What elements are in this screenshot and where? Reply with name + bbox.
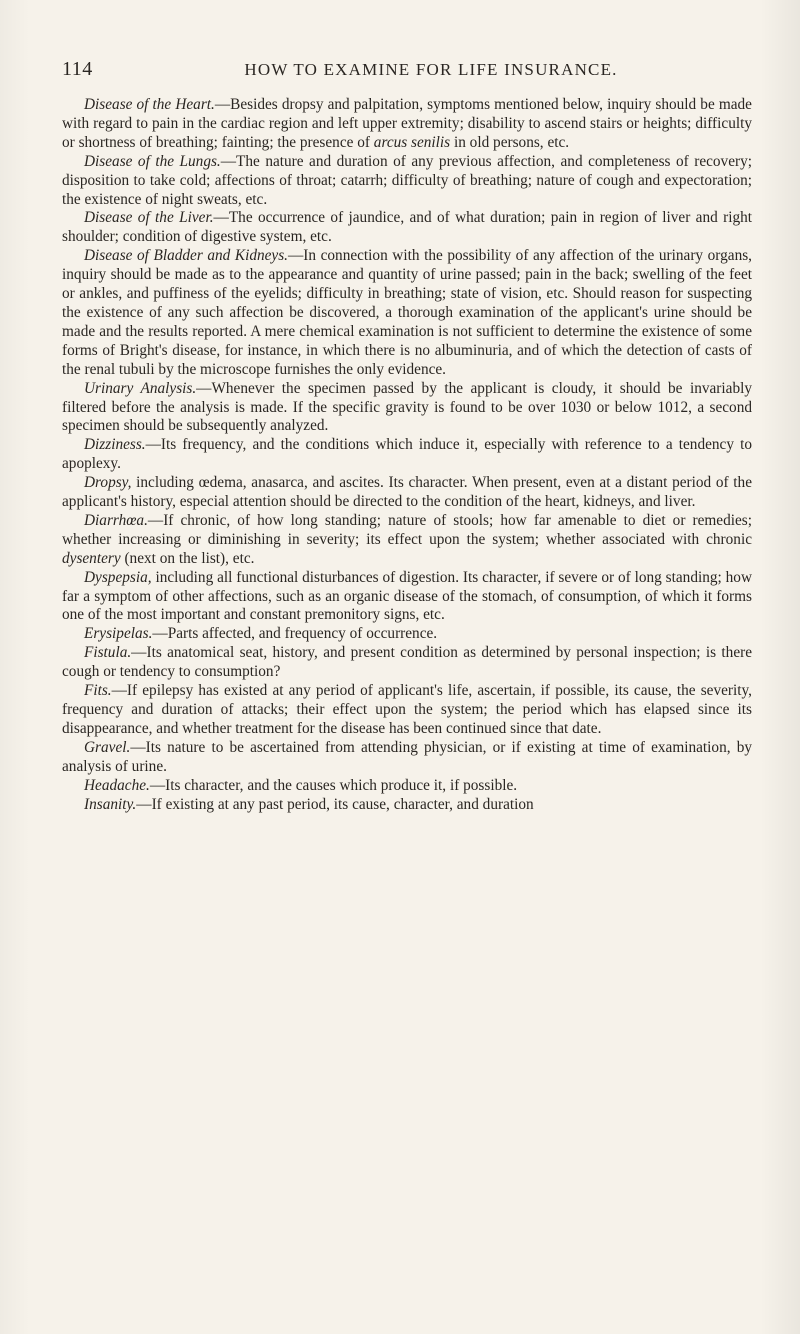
entry-term: Fistula.: [84, 644, 132, 662]
running-head: [62, 58, 750, 82]
entry-description: —In connection with the possibility of any affection of the urinary organs, inquiry should be made as to the appearance and quantity of urine passed; pain in the back; swelling of the feet or ankles, and puffiness of the eyelids; difficulty in breathing; state of vision, etc. Should reason for suspecting the existence of any such affection be discovered, a thorough examination of the applicant's urine should be made and the results reported. A mere chemical examination is not sufficient to determine the existence of some forms of Bright's disease, for instance, in which there is no albuminuria, and of which the detection of casts of the renal tubuli by the microscope furnishes the only evidence.: [62, 247, 752, 378]
entry-description: —Parts affected, and frequency of occurrence.: [152, 625, 438, 643]
entry-disease-of-the-lungs: [62, 153, 752, 210]
running-head-title: HOW TO EXAMINE FOR LIFE INSURANCE.: [244, 60, 618, 79]
body-text: [62, 96, 752, 814]
entry-description: —Besides dropsy and palpitation, symptoms mentioned below, inquiry should be made with regard to pain in the cardiac region and left upper extremity; disability to ascend stairs or heights; difficulty or shortness of breathing; fainting; the presence of arcus senilis in old persons, etc.: [62, 96, 752, 151]
page-number: 114: [62, 58, 93, 80]
entry-term: Disease of the Liver.: [84, 209, 214, 227]
entry-term: Headache.: [84, 776, 150, 794]
entry-disease-of-the-heart: [62, 96, 752, 153]
entry-term: Dyspepsia,: [84, 568, 152, 586]
entry-dropsy: [62, 474, 752, 512]
entry-erysipelas: [62, 625, 752, 644]
entry-description: including œdema, anasarca, and ascites. Its character. When present, even at a distant period of the applicant's history, especial attention should be directed to the condition of the heart, kidneys, and liver.: [62, 474, 752, 511]
entry-term: Diarrhœa.: [84, 511, 148, 529]
entry-headache: [62, 777, 752, 796]
entry-dizziness: [62, 436, 752, 474]
entry-fistula: [62, 644, 752, 682]
entry-term: Insanity.: [84, 795, 137, 813]
entry-description: —If existing at any past period, its cause, character, and duration: [136, 795, 534, 813]
entry-urinary-analysis: [62, 380, 752, 437]
entry-description: —Its frequency, and the conditions which induce it, especially with reference to a tendency to apoplexy.: [62, 436, 752, 473]
entry-fits: [62, 682, 752, 739]
entry-description: —Its anatomical seat, history, and present condition as determined by personal inspection; is there cough or tendency to consumption?: [62, 644, 752, 681]
entry-insanity: [62, 796, 752, 815]
entry-term: Gravel.: [84, 738, 131, 756]
entry-gravel: [62, 739, 752, 777]
entry-term: Erysipelas.: [84, 625, 153, 643]
entry-dyspepsia: [62, 569, 752, 626]
entry-term: Fits.: [84, 682, 112, 700]
entry-disease-of-the-liver: [62, 209, 752, 247]
entry-term: Disease of the Lungs.: [84, 152, 221, 170]
entry-diarrhoea: [62, 512, 752, 569]
entry-description: —If chronic, of how long standing; nature of stools; how far amenable to diet or remedies; whether increasing or diminishing in severity; its effect upon the system; whether associated with chronic dysentery (next on the list), etc.: [62, 511, 752, 567]
entry-term: Urinary Analysis.: [84, 379, 197, 397]
entry-description: —The nature and duration of any previous affection, and completeness of recovery; disposition to take cold; affections of throat; catarrh; difficulty of breathing; nature of cough and expectoration; the existence of night sweats, etc.: [62, 152, 752, 208]
entry-term: Dropsy,: [84, 474, 132, 492]
entry-term: Dizziness.: [84, 436, 146, 454]
entry-description: —Its character, and the causes which produce it, if possible.: [149, 776, 518, 794]
entry-term: Disease of the Heart.: [84, 96, 215, 113]
entry-description: —Its nature to be ascertained from attending physician, or if existing at time of examination, by analysis of urine.: [62, 738, 752, 775]
entry-disease-of-bladder-and-kidneys: [62, 247, 752, 379]
entry-term: Disease of Bladder and Kidneys.: [84, 247, 288, 265]
entry-description: —Whenever the specimen passed by the applicant is cloudy, it should be invariably filtered before the analysis is made. If the specific gravity is found to be over 1030 or below 1012, a second specimen should be subsequently analyzed.: [62, 379, 752, 435]
entry-description: including all functional disturbances of digestion. Its character, if severe or of long standing; how far a symptom of other affections, such as an organic disease of the stomach, of consumption, of which it forms one of the most important and constant premonitory signs, etc.: [62, 568, 752, 624]
entry-description: —The occurrence of jaundice, and of what duration; pain in region of liver and right shoulder; condition of digestive system, etc.: [62, 209, 752, 246]
entry-description: —If epilepsy has existed at any period of applicant's life, ascertain, if possible, its cause, the severity, frequency and duration of attacks; their effect upon the system; the period which has elapsed since its disappearance, and whether treatment for the disease has been continued since that date.: [62, 682, 752, 737]
